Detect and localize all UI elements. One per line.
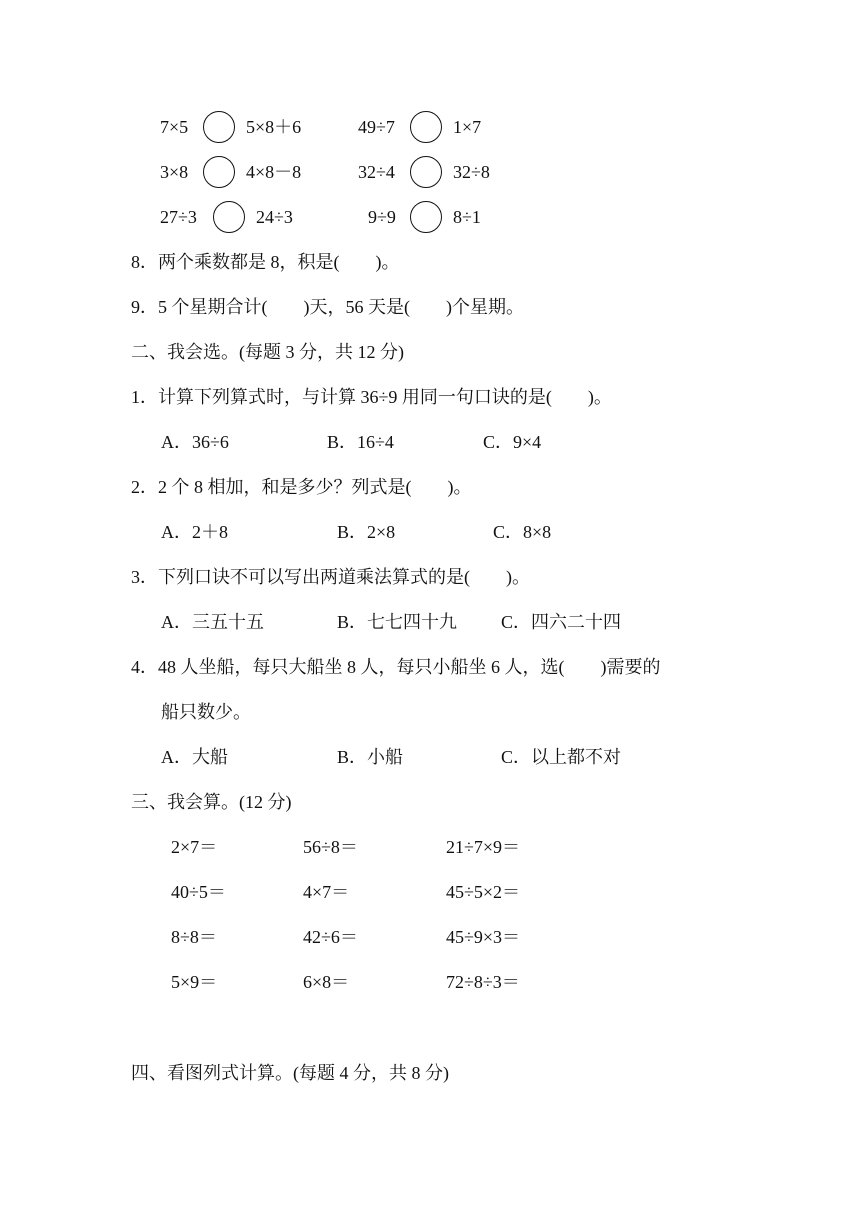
calc-item: 2×7＝ [171,837,218,857]
compare-r3-a-left: 27÷3 [160,207,197,227]
s2-q2-option-c[interactable]: C．8×8 [493,522,552,542]
s2-q4-stem-cont: 船只数少。 [161,702,251,722]
calc-item: 42÷6＝ [303,927,358,947]
compare-r1-a-right: 5×8＋6 [246,117,302,137]
compare-circle-blank[interactable] [203,156,235,188]
calc-item: 72÷8÷3＝ [446,972,520,992]
compare-circle-blank[interactable] [213,201,245,233]
s2-q4-stem: 4．48 人坐船，每只大船坐 8 人，每只小船坐 6 人，选( )需要的 [131,657,661,677]
compare-circle-blank[interactable] [410,156,442,188]
compare-r1-a-left: 7×5 [160,117,189,137]
calc-item: 5×9＝ [171,972,218,992]
question-9: 9．5 个星期合计( )天，56 天是( )个星期。 [131,297,524,317]
compare-r2-a-right: 4×8－8 [246,162,302,182]
s2-q1-option-c[interactable]: C．9×4 [483,432,542,452]
calc-item: 56÷8＝ [303,837,358,857]
compare-circle-blank[interactable] [410,111,442,143]
compare-r2-b-left: 32÷4 [358,162,395,182]
calc-item: 4×7＝ [303,882,350,902]
compare-circle-blank[interactable] [410,201,442,233]
compare-r3-b-right: 8÷1 [453,207,481,227]
s2-q1-option-a[interactable]: A．36÷6 [161,432,229,452]
s2-q1-stem: 1．计算下列算式时，与计算 36÷9 用同一句口诀的是( )。 [131,387,612,407]
compare-r3-b-left: 9÷9 [368,207,396,227]
s2-q4-option-a[interactable]: A．大船 [161,747,228,767]
s2-q1-option-b[interactable]: B．16÷4 [327,432,394,452]
s2-q2-option-a[interactable]: A．2＋8 [161,522,228,542]
s2-q3-stem: 3．下列口诀不可以写出两道乘法算式的是( )。 [131,567,530,587]
calc-item: 45÷5×2＝ [446,882,521,902]
s2-q3-option-b[interactable]: B．七七四十九 [337,612,458,632]
s2-q4-option-b[interactable]: B．小船 [337,747,404,767]
compare-r1-b-right: 1×7 [453,117,482,137]
calc-item: 8÷8＝ [171,927,217,947]
s2-q2-stem: 2．2 个 8 相加，和是多少？列式是( )。 [131,477,472,497]
compare-circle-blank[interactable] [203,111,235,143]
section-4-title: 四、看图列式计算。(每题 4 分，共 8 分) [131,1063,449,1083]
s2-q4-option-c[interactable]: C．以上都不对 [501,747,622,767]
calc-item: 45÷9×3＝ [446,927,521,947]
compare-r1-b-left: 49÷7 [358,117,395,137]
calc-item: 21÷7×9＝ [446,837,521,857]
s2-q3-option-c[interactable]: C．四六二十四 [501,612,622,632]
section-3-title: 三、我会算。(12 分) [131,792,292,812]
s2-q2-option-b[interactable]: B．2×8 [337,522,396,542]
calc-item: 40÷5＝ [171,882,226,902]
s2-q3-option-a[interactable]: A．三五十五 [161,612,264,632]
compare-r2-a-left: 3×8 [160,162,189,182]
calc-item: 6×8＝ [303,972,350,992]
section-2-title: 二、我会选。(每题 3 分，共 12 分) [131,342,404,362]
compare-r2-b-right: 32÷8 [453,162,490,182]
question-8: 8．两个乘数都是 8，积是( )。 [131,252,400,272]
compare-r3-a-right: 24÷3 [256,207,293,227]
